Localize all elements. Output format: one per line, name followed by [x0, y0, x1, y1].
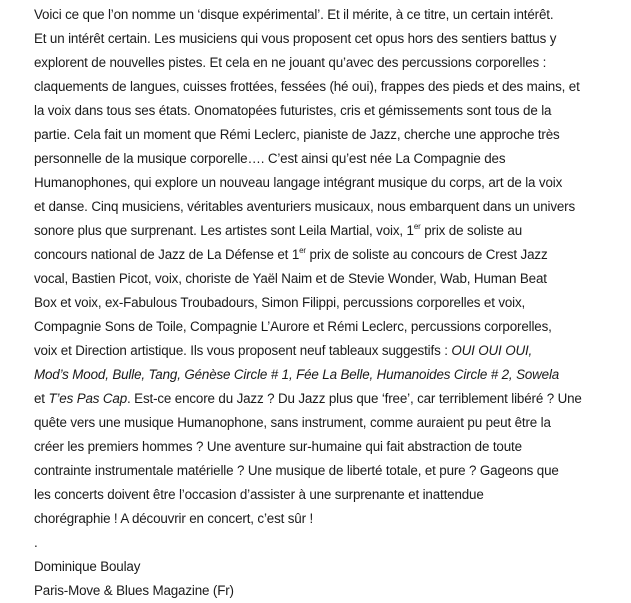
text-segment: explorent de nouvelles pistes. Et cela en ne jouant qu’avec des percussions corporelles : [34, 55, 547, 70]
text-line [34, 195, 582, 219]
text-line [34, 3, 582, 27]
text-line [34, 27, 582, 51]
text-segment: Box et voix, ex-Fabulous Troubadours, Simon Filippi, percussions corporelles et voix, [34, 295, 526, 310]
text-line [34, 171, 582, 195]
italic-title: OUI OUI OUI, [451, 343, 533, 358]
text-line [34, 459, 582, 483]
author-name: Dominique Boulay [34, 559, 141, 574]
italic-title: Mod’s Mood, Bulle, Tang, Génèse Circle # 1, Fée La Belle, Humanoides Circle # 2, Sowela [34, 367, 560, 382]
text-segment: concours national de Jazz de La Défense et 1 [34, 247, 300, 262]
text-line [34, 243, 582, 267]
text-segment: . Est-ce encore du Jazz ? Du Jazz plus que ‘free’, car terriblement libéré ? Une [127, 391, 582, 406]
text-segment: Compagnie Sons de Toile, Compagnie L’Aurore et Rémi Leclerc, percussions corporelles, [34, 319, 552, 334]
text-line [34, 483, 582, 507]
text-line [34, 147, 582, 171]
text-line [34, 411, 582, 435]
text-line [34, 507, 582, 531]
text-segment: . [34, 535, 38, 550]
text-segment: voix et Direction artistique. Ils vous proposent neuf tableaux suggestifs : [34, 343, 452, 358]
text-segment: créer les premiers hommes ? Une aventure sur-humaine qui fait abstraction de toute [34, 439, 522, 454]
text-line [34, 267, 582, 291]
text-line [34, 435, 582, 459]
superscript: er [413, 222, 421, 231]
italic-title: T’es Pas Cap [48, 391, 128, 406]
text-segment: contrainte instrumentale matérielle ? Une musique de liberté totale, et pure ? Gageons que [34, 463, 559, 478]
text-segment: claquements de langues, cuisses frottées, fessées (hé oui), frappes des pieds et des mains, et [34, 79, 580, 94]
text-line [34, 219, 582, 243]
text-line [34, 51, 582, 75]
text-segment: prix de soliste au [420, 223, 523, 238]
text-segment: vocal, Bastien Picot, voix, choriste de Yaël Naim et de Stevie Wonder, Wab, Human Beat [34, 271, 547, 286]
text-segment: partie. Cela fait un moment que Rémi Leclerc, pianiste de Jazz, cherche une approche très [34, 127, 560, 142]
text-segment: sonore plus que surprenant. Les artistes sont Leila Martial, voix, 1 [34, 223, 414, 238]
publication-name: Paris-Move & Blues Magazine (Fr) [34, 583, 234, 598]
text-segment: Et un intérêt certain. Les musiciens qui vous proposent cet opus hors des sentiers battus y [34, 31, 557, 46]
text-segment: personnelle de la musique corporelle…. C’est ainsi qu’est née La Compagnie des [34, 151, 506, 166]
text-segment: Humanophones, qui explore un nouveau langage intégrant musique du corps, art de la voix [34, 175, 563, 190]
text-segment: Voici ce que l’on nomme un ‘disque expérimental’. Et il mérite, à ce titre, un certain intérêt. [34, 7, 554, 22]
text-line [34, 291, 582, 315]
text-segment: et danse. Cinq musiciens, véritables aventuriers musicaux, nous embarquent dans un univers [34, 199, 576, 214]
text-segment: et [34, 391, 49, 406]
text-line [34, 363, 582, 387]
text-line [34, 99, 582, 123]
text-segment: les concerts doivent être l’occasion d’assister à une surprenante et inattendue [34, 487, 484, 502]
text-line [34, 75, 582, 99]
review-article [34, 3, 582, 603]
text-line [34, 315, 582, 339]
text-line [34, 387, 582, 411]
review-body [34, 3, 582, 555]
text-segment: la voix dans tous ses états. Onomatopées futuristes, cris et gémissements sont tous de la [34, 103, 552, 118]
text-segment: chorégraphie ! A découvrir en concert, c’est sûr ! [34, 511, 314, 526]
superscript: er [299, 246, 306, 255]
text-line [34, 339, 582, 363]
text-segment: prix de soliste au concours de Crest Jazz [305, 247, 548, 262]
text-segment: quête vers une musique Humanophone, sans instrument, comme auraient pu peut être la [34, 415, 551, 430]
text-line [34, 531, 582, 555]
text-line [34, 123, 582, 147]
